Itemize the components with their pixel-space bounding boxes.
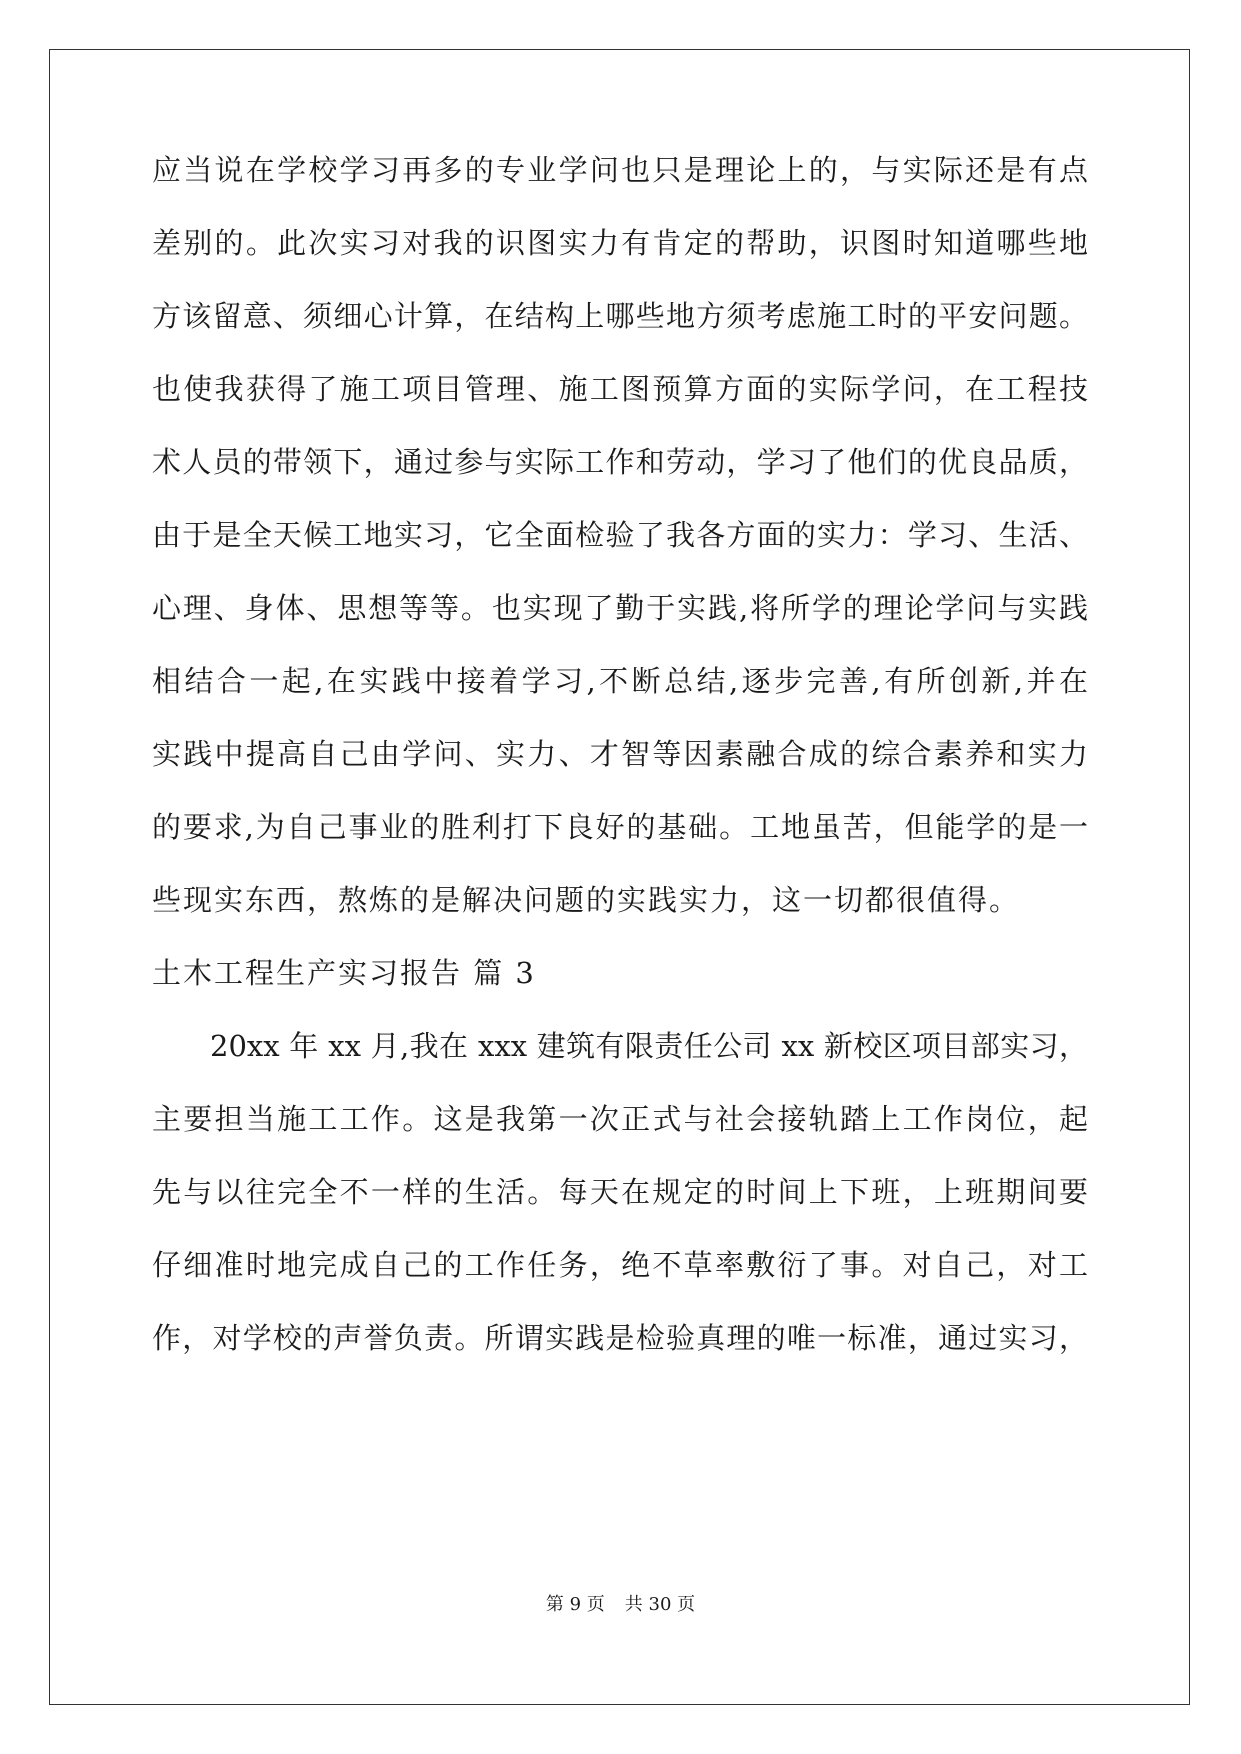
page-number: 第 9 页 <box>545 1594 605 1615</box>
text-line: 些现实东西，熬炼的是解决问题的实践实力，这一切都很值得。 <box>152 883 1021 917</box>
text-line: 术人员的带领下，通过参与实际工作和劳动，学习了他们的优良品质， <box>152 445 1088 479</box>
text-line: 仔细准时地完成自己的工作任务，绝不草率敷衍了事。对自己，对工 <box>152 1248 1088 1282</box>
text-line: 20xx 年 xx 月,我在 xxx 建筑有限责任公司 xx 新校区项目部实习， <box>210 1029 1088 1063</box>
text-line: 心理、身体、思想等等。也实现了勤于实践,将所学的理论学问与实践 <box>152 591 1088 625</box>
text-line: 主要担当施工工作。这是我第一次正式与社会接轨踏上工作岗位，起 <box>152 1102 1088 1136</box>
text-line: 作，对学校的声誉负责。所谓实践是检验真理的唯一标准，通过实习， <box>152 1321 1088 1355</box>
text-line: 实践中提高自己由学问、实力、才智等因素融合成的综合素养和实力 <box>152 737 1088 771</box>
page-total: 共 30 页 <box>624 1594 696 1615</box>
text-line: 先与以往完全不一样的生活。每天在规定的时间上下班，上班期间要 <box>152 1175 1088 1209</box>
text-line: 的要求,为自己事业的胜利打下良好的基础。工地虽苦，但能学的是一 <box>152 810 1088 844</box>
text-line: 应当说在学校学习再多的专业学问也只是理论上的，与实际还是有点 <box>152 153 1088 187</box>
text-line: 相结合一起,在实践中接着学习,不断总结,逐步完善,有所创新,并在 <box>152 664 1088 698</box>
section-heading: 土木工程生产实习报告 篇 3 <box>152 956 536 990</box>
text-line: 方该留意、须细心计算，在结构上哪些地方须考虑施工时的平安问题。 <box>152 299 1088 333</box>
page-footer <box>0 1593 1241 1617</box>
text-line: 也使我获得了施工项目管理、施工图预算方面的实际学问，在工程技 <box>152 372 1088 406</box>
text-line: 由于是全天候工地实习，它全面检验了我各方面的实力：学习、生活、 <box>152 518 1088 552</box>
text-line: 差别的。此次实习对我的识图实力有肯定的帮助，识图时知道哪些地 <box>152 226 1088 260</box>
